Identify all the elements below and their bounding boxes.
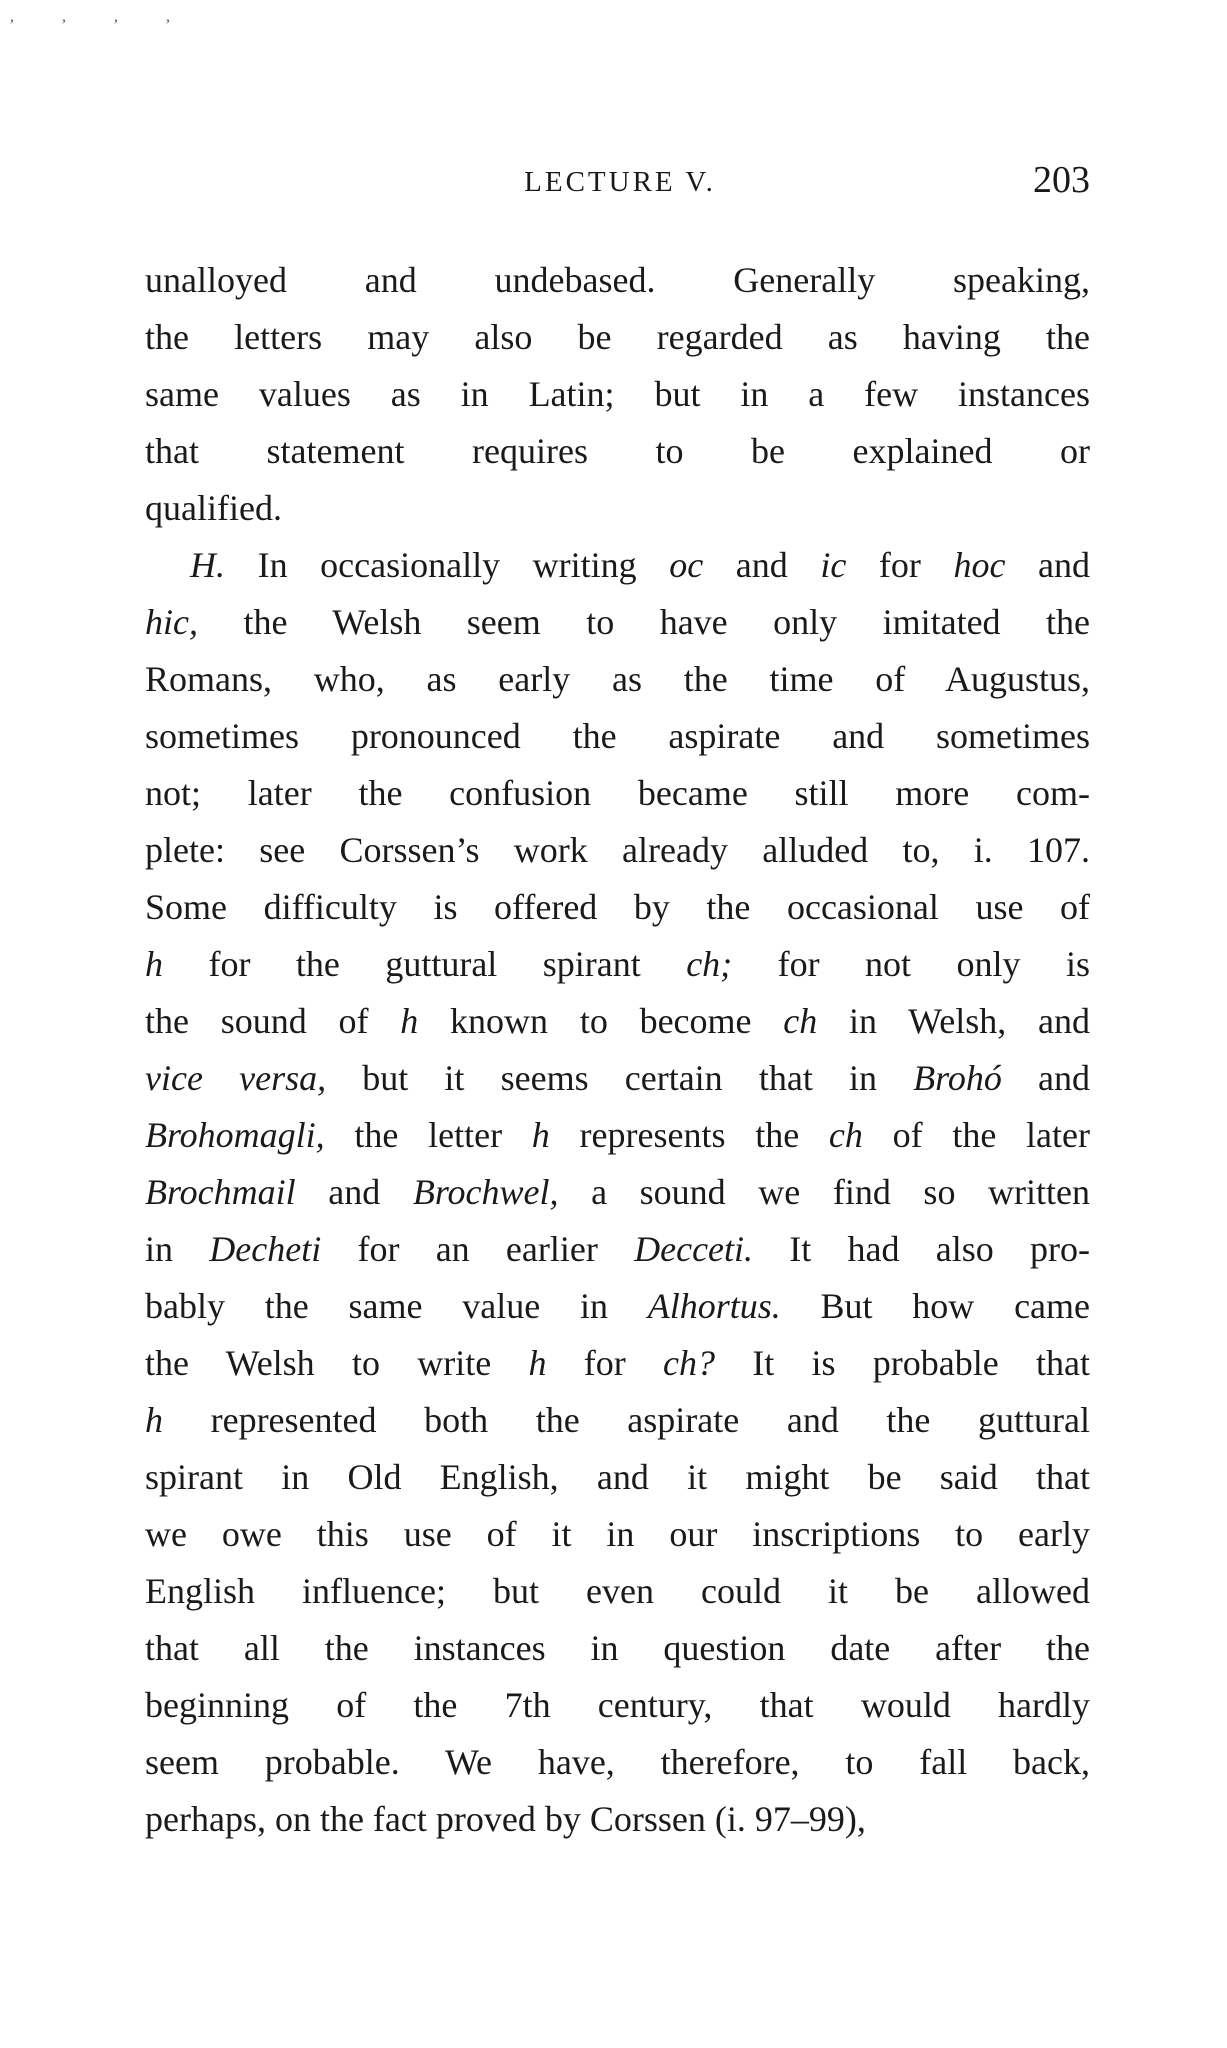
text-run: spirant in Old English, and it might be said that: [145, 1457, 1090, 1497]
italic-term: Alhortus.: [647, 1286, 781, 1326]
italic-term: oc: [669, 545, 704, 585]
text-run: the Welsh to write: [145, 1343, 529, 1383]
italic-term: Decceti.: [634, 1229, 754, 1269]
body-text: [145, 252, 1090, 1848]
text-run: same values as in Latin; but in a few instances: [145, 374, 1090, 414]
text-run: in: [145, 1229, 210, 1269]
text-run: and: [1001, 1058, 1090, 1098]
text-run: the letters may also be regarded as having the: [145, 317, 1090, 357]
text-run: It had also pro-: [753, 1229, 1090, 1269]
text-line: [145, 822, 1090, 879]
text-line: [145, 1506, 1090, 1563]
italic-term: h: [400, 1001, 419, 1041]
text-line: [145, 366, 1090, 423]
text-run: we owe this use of it in our inscriptions to early: [145, 1514, 1090, 1554]
italic-term: h: [528, 1343, 547, 1383]
text-run: and: [703, 545, 821, 585]
text-run: It is probable that: [714, 1343, 1090, 1383]
text-line: [145, 1563, 1090, 1620]
text-line: [145, 594, 1090, 651]
text-run: perhaps, on the fact proved by Corssen (i. 97–99),: [145, 1799, 866, 1839]
text-run: seem probable. We have, therefore, to fall back,: [145, 1742, 1090, 1782]
text-run: for: [546, 1343, 663, 1383]
italic-term: vice versa,: [145, 1058, 327, 1098]
italic-term: ch: [783, 1001, 818, 1041]
italic-term: h: [145, 1400, 163, 1440]
italic-term: ch?: [663, 1343, 715, 1383]
text-run: represented both the aspirate and the guttural: [163, 1400, 1090, 1440]
text-run: the letter: [324, 1115, 532, 1155]
text-run: represents the: [549, 1115, 829, 1155]
text-line: [145, 879, 1090, 936]
italic-term: Brochwel,: [412, 1172, 559, 1212]
text-run: that statement requires to be explained or: [145, 431, 1090, 471]
text-line: [145, 765, 1090, 822]
text-run: for an earlier: [321, 1229, 635, 1269]
text-line: [145, 537, 1090, 594]
italic-term: H.: [190, 545, 225, 585]
text-run: Romans, who, as early as the time of Augustus,: [145, 659, 1090, 699]
text-run: for the guttural spirant: [163, 944, 687, 984]
italic-term: Brohomagli,: [145, 1115, 325, 1155]
text-run: In occasionally writing: [225, 545, 670, 585]
italic-term: h: [531, 1115, 550, 1155]
text-line: [145, 423, 1090, 480]
text-line: [145, 1221, 1090, 1278]
italic-term: Brochmail: [145, 1172, 296, 1212]
italic-term: Decheti: [209, 1229, 322, 1269]
text-line: [145, 480, 1090, 537]
running-head: [150, 158, 1090, 208]
text-line: [145, 1164, 1090, 1221]
text-run: for not only is: [732, 944, 1090, 984]
text-run: unalloyed and undebased. Generally speaking,: [145, 260, 1090, 300]
text-line: [145, 309, 1090, 366]
text-line: [145, 708, 1090, 765]
text-run: in Welsh, and: [817, 1001, 1090, 1041]
text-run: and: [1005, 545, 1091, 585]
text-run: that all the instances in question date after the: [145, 1628, 1090, 1668]
text-run: the sound of: [145, 1001, 401, 1041]
text-run: but it seems certain that in: [326, 1058, 914, 1098]
text-line: [145, 1449, 1090, 1506]
corner-marks: , , , ,: [10, 8, 192, 25]
text-run: for: [846, 545, 954, 585]
running-title: LECTURE V.: [524, 166, 716, 198]
text-run: But how came: [780, 1286, 1091, 1326]
text-run: plete: see Corssen’s work already alluded to, i. 107.: [145, 830, 1090, 870]
text-line: [145, 1620, 1090, 1677]
page-number: 203: [1033, 159, 1090, 201]
text-run: a sound we find so written: [558, 1172, 1091, 1212]
italic-term: ic: [820, 545, 847, 585]
text-run: English influence; but even could it be allowed: [145, 1571, 1090, 1611]
text-line: [145, 1107, 1090, 1164]
italic-term: hic,: [145, 602, 198, 642]
text-line: [145, 651, 1090, 708]
text-line: [145, 1278, 1090, 1335]
text-line: [145, 936, 1090, 993]
text-run: the Welsh seem to have only imitated the: [197, 602, 1090, 642]
italic-term: ch: [828, 1115, 863, 1155]
text-run: qualified.: [145, 488, 282, 528]
text-line: [145, 1392, 1090, 1449]
text-line: [145, 993, 1090, 1050]
text-run: Some difficulty is offered by the occasional use of: [145, 887, 1090, 927]
italic-term: ch;: [686, 944, 733, 984]
text-line: [145, 1734, 1090, 1791]
text-run: of the later: [862, 1115, 1090, 1155]
italic-term: hoc: [953, 545, 1006, 585]
text-run: not; later the confusion became still more com-: [145, 773, 1090, 813]
text-run: beginning of the 7th century, that would hardly: [145, 1685, 1090, 1725]
italic-term: h: [145, 944, 163, 984]
text-line: [145, 1677, 1090, 1734]
text-run: known to become: [418, 1001, 784, 1041]
text-line: [145, 1335, 1090, 1392]
text-line: [145, 252, 1090, 309]
italic-term: Brohó: [913, 1058, 1002, 1098]
text-run: and: [295, 1172, 413, 1212]
text-run: bably the same value in: [145, 1286, 648, 1326]
text-line: [145, 1050, 1090, 1107]
text-run: sometimes pronounced the aspirate and sometimes: [145, 716, 1090, 756]
text-line: [145, 1791, 1090, 1848]
